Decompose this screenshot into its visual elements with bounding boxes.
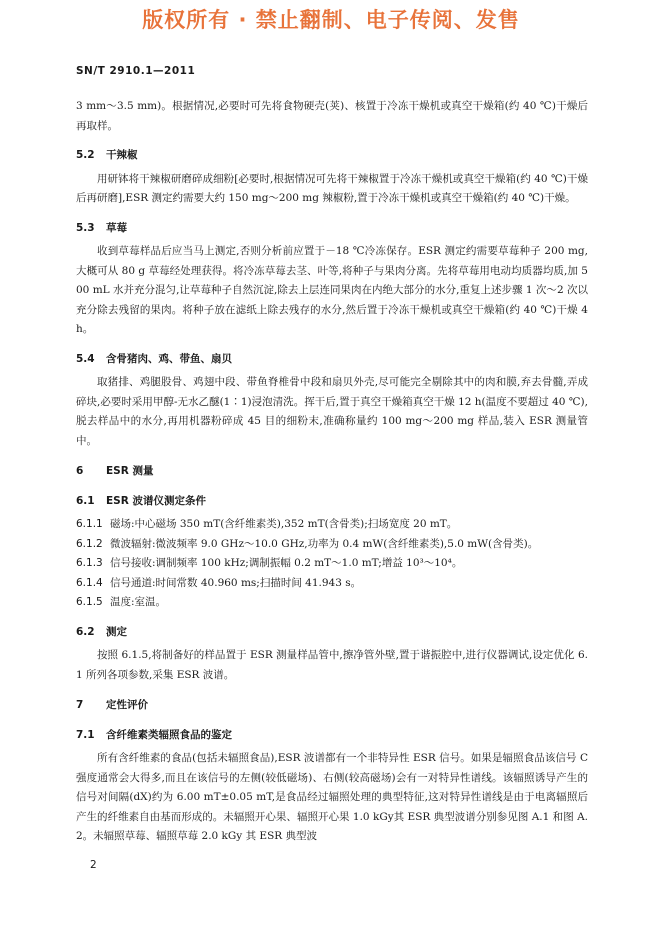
clause-item — [76, 554, 588, 574]
intro-paragraph: 3 mm～3.5 mm)。根据情况,必要时可先将食物硬壳(荚)、核置于冷冻干燥机或真空干燥箱(约 40 ℃)干燥后再取样。 — [76, 100, 588, 132]
section-title: 定性评价 — [106, 699, 148, 711]
standard-code: SN/T 2910.1—2011 — [76, 65, 196, 77]
section-6-2-text: 按照 6.1.5,将制备好的样品置于 ESR 测量样品管中,擦净管外壁,置于谐振腔中,进行仪器调试,设定优化 6.1 所列各项参数,采集 ESR 波谱。 — [76, 649, 588, 681]
clause-number: 6.1.1 — [76, 518, 103, 530]
section-5-3-text: 收到草莓样品后应当马上测定,否则分析前应置于－18 ℃冷冻保存。ESR 测定约需要草莓种子 200 mg,大概可从 80 g 草莓经处理获得。将冷冻草莓去茎、叶等,将种子与果肉分离。先将草莓用电动均质器均质,加 500 mL 水并充分混匀,让草莓种子自然沉淀,除去上层连同果肉在内绝大部分的水分,重复上述步骤 1 次～2 次以充分除去残留的果肉。将种子放在滤纸上除去残存的水分,然后置于冷冻干燥机或真空干燥箱(约 40 ℃)干燥 4 h。 — [76, 245, 588, 335]
section-7-heading — [76, 696, 588, 716]
section-number: 6 — [76, 465, 84, 477]
clause-item — [76, 574, 588, 594]
section-7-1-heading — [76, 726, 588, 746]
section-number: 7.1 — [76, 728, 95, 741]
section-number: 6.1 — [76, 494, 95, 507]
clause-text: 微波辐射:微波频率 9.0 GHz～10.0 GHz,功率为 0.4 mW(含纤维素类),5.0 mW(含骨类)。 — [110, 537, 539, 550]
page-number: 2 — [90, 859, 97, 871]
copyright-watermark: 版权所有 · 禁止翻制、电子传阅、发售 — [142, 8, 520, 32]
section-title: 测定 — [106, 625, 127, 638]
section-number: 6.2 — [76, 625, 95, 638]
section-title: ESR 波谱仪测定条件 — [106, 494, 206, 507]
section-title: 草莓 — [106, 221, 127, 234]
section-number: 7 — [76, 699, 84, 711]
section-title: ESR 测量 — [106, 465, 154, 477]
section-5-4-heading — [76, 350, 588, 370]
clause-number: 6.1.3 — [76, 557, 103, 569]
clause-item — [76, 593, 588, 613]
section-6-heading — [76, 462, 588, 482]
clause-text: 磁场:中心磁场 350 mT(含纤维素类),352 mT(含骨类);扫场宽度 20 mT。 — [110, 518, 458, 530]
section-6-1-heading — [76, 492, 588, 512]
section-title: 干辣椒 — [106, 149, 138, 161]
clause-item — [76, 535, 588, 555]
clause-text: 信号通道:时间常数 40.960 ms;扫描时间 41.943 s。 — [110, 576, 362, 589]
section-number: 5.4 — [76, 352, 95, 365]
section-6-2-heading — [76, 623, 588, 643]
section-5-2-text: 用研钵将干辣椒研磨碎成细粉[必要时,根据情况可先将干辣椒置于冷冻干燥机或真空干燥箱(约 40 ℃)干燥后再研磨],ESR 测定约需要大约 150 mg～200 mg 辣椒粉,置于冷冻干燥机或真空干燥箱(约 40 ℃)干燥。 — [76, 172, 588, 204]
clause-number: 6.1.5 — [76, 596, 103, 608]
section-5-4-text: 取猪排、鸡腿股骨、鸡翅中段、带鱼脊椎骨中段和扇贝外壳,尽可能完全剔除其中的肉和膜,弃去骨髓,弄成碎块,必要时采用甲醇-无水乙醚(1∶1)浸泡清洗。挥干后,置于真空干燥箱真空干燥 12 h(温度不要超过 40 ℃),脱去样品中的水分,再用机器粉碎成 45 目的细粉末,准确称量约 100 mg～200 mg 样品,装入 ESR 测量管中。 — [76, 376, 588, 447]
section-number: 5.3 — [76, 221, 95, 234]
section-7-1-text: 所有含纤维素的食品(包括未辐照食品),ESR 波谱都有一个非特异性 ESR 信号。如果是辐照食品该信号 C 强度通常会大得多,而且在该信号的左侧(较低磁场)、右侧(较高磁场)会有一对特异性谱线。该辐照诱导产生的信号对间隔(dX)约为 6.00 mT±0.05 mT,是食品经过辐照处理的典型特征,这对特异性谱线是由于电离辐照后产生的纤维素自由基而形成的。未辐照开心果、辐照开心果 1.0 kGy其 ESR 典型波谱分别参见图 A.1 和图 A.2。未辐照草莓、辐照草莓 2.0 kGy 其 ESR 典型波 — [76, 752, 588, 842]
clause-text: 信号接收:调制频率 100 kHz;调制振幅 0.2 mT～1.0 mT;增益 10³～10⁴。 — [110, 557, 463, 569]
section-title: 含纤维素类辐照食品的鉴定 — [106, 728, 232, 741]
section-title: 含骨猪肉、鸡、带鱼、扇贝 — [106, 352, 232, 365]
section-5-3-heading — [76, 219, 588, 239]
section-number: 5.2 — [76, 149, 95, 161]
section-5-2-heading — [76, 146, 588, 166]
document-body — [76, 97, 588, 847]
clause-item — [76, 515, 588, 535]
clause-text: 温度:室温。 — [110, 596, 167, 608]
clause-number: 6.1.4 — [76, 576, 103, 589]
clause-number: 6.1.2 — [76, 537, 103, 550]
